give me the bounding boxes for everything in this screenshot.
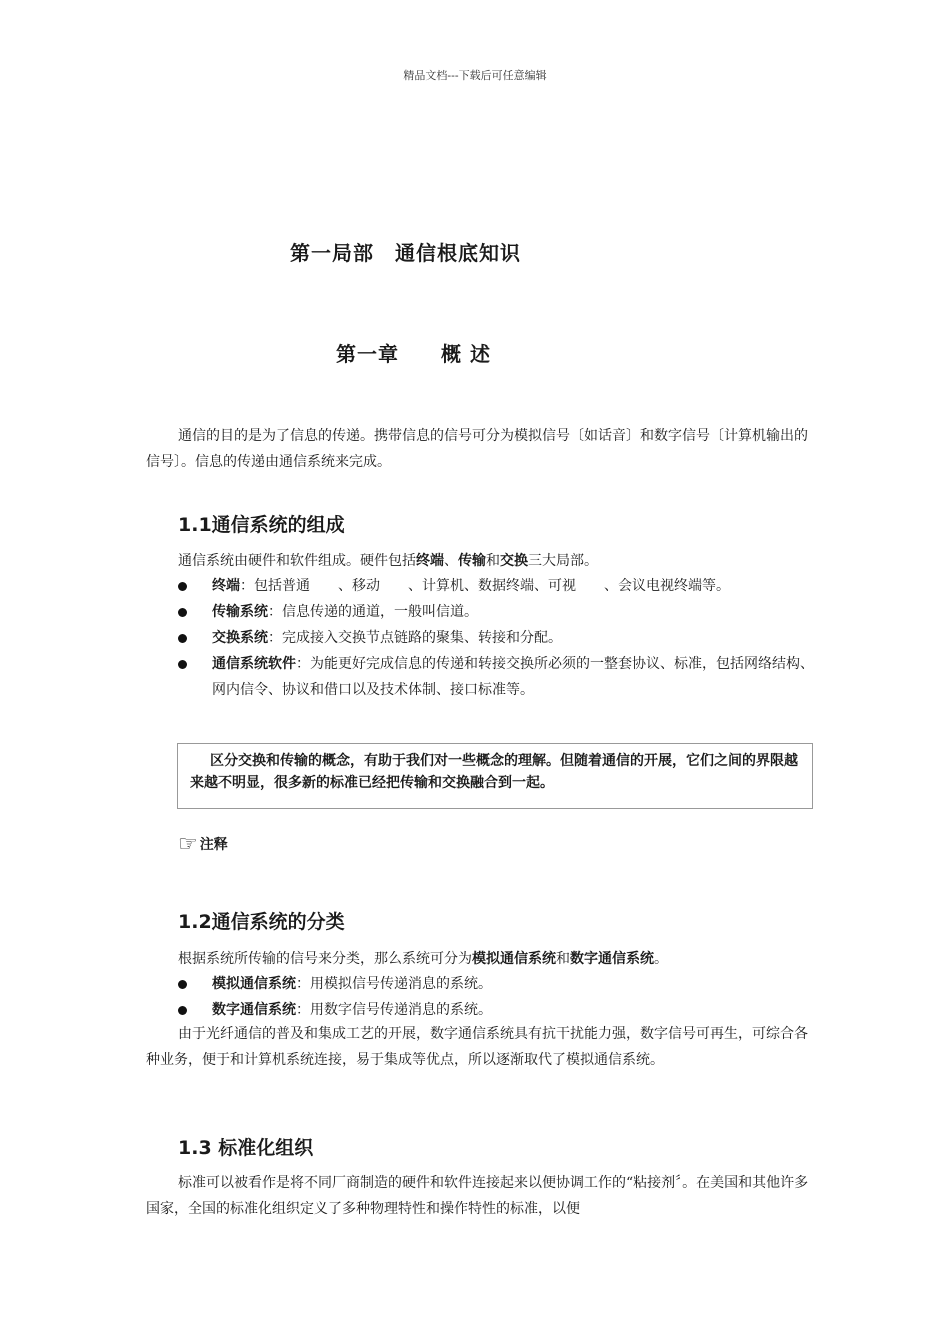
item-separator: ： [268,604,282,620]
item-separator: ： [296,1002,310,1018]
note-label-text: 注释 [199,837,228,853]
lead-text: 根据系统所传输的信号来分类，那么系统可分为 [178,951,472,967]
section-1-1-lead [178,548,598,574]
bullet-icon [178,634,187,643]
bullet-icon [178,980,187,989]
item-desc: 包括普通 、移动 、计算机、数据终端、可视 、会议电视终端等。 [254,578,730,594]
section-1-1-list [176,573,826,703]
item-desc: 为能更好完成信息的传递和转接交换所必须的一整套协议、标准，包括网络结构、网内信令、协议和借口以及技术体制、接口标准等。 [212,656,814,698]
intro-paragraph: 通信的目的是为了信息的传递。携带信息的信号可分为模拟信号〔如话音〕和数字信号〔计算机输出的信号〕。信息的传递由通信系统来完成。 [146,428,808,470]
lead-term-switching: 交换 [500,553,528,569]
lead-conjunction: 和 [556,951,570,967]
lead-conjunction: 和 [486,553,500,569]
list-item [176,997,826,1023]
note-box: 区分交换和传输的概念，有助于我们对一些概念的理解。但随着通信的开展，它们之间的界限越来越不明显，很多新的标准已经把传输和交换融合到一起。 [177,743,813,809]
item-term: 传输系统 [212,604,268,620]
section-title-1-1: 1.1通信系统的组成 [178,514,345,536]
lead-separator: 、 [444,553,458,569]
chapter-title: 第一章 概 述 [336,342,491,366]
item-term: 交换系统 [212,630,268,646]
item-separator: ： [296,656,310,672]
bullet-icon [178,582,187,591]
item-desc: 完成接入交换节点链路的聚集、转接和分配。 [282,630,562,646]
bullet-icon [178,1006,187,1015]
item-separator: ： [240,578,254,594]
bullet-icon [178,660,187,669]
item-desc: 用模拟信号传递消息的系统。 [310,976,492,992]
bullet-icon [178,608,187,617]
lead-text: 通信系统由硬件和软件组成。硬件包括 [178,553,416,569]
item-separator: ： [296,976,310,992]
section-1-3-body: 标准可以被看作是将不同厂商制造的硬件和软件连接起来以便协调工作的“粘接剂〞。在美国和其他许多国家，全国的标准化组织定义了多种物理特性和操作特性的标准，以便 [146,1175,809,1217]
list-item [176,971,826,997]
item-term: 终端 [212,578,240,594]
item-desc: 信息传递的通道，一般叫信道。 [282,604,478,620]
section-title-1-3: 1.3 标准化组织 [178,1137,314,1159]
item-term: 数字通信系统 [212,1002,296,1018]
lead-term-terminal: 终端 [416,553,444,569]
lead-text-end: 三大局部。 [528,553,598,569]
section-1-2-list [176,971,826,1023]
note-label [178,832,228,857]
list-item [176,573,826,599]
section-1-2-lead [178,946,668,972]
lead-term-digital: 数字通信系统 [570,951,654,967]
list-item [176,625,826,651]
part-title: 第一局部 通信根底知识 [290,241,521,265]
lead-term-transmission: 传输 [458,553,486,569]
item-separator: ： [268,630,282,646]
page-header-note: 精品文档---下载后可任意编辑 [403,69,547,82]
section-1-2-body: 由于光纤通信的普及和集成工艺的开展，数字通信系统具有抗干扰能力强，数字信号可再生，可综合各种业务，便于和计算机系统连接，易于集成等优点，所以逐渐取代了模拟通信系统。 [146,1026,808,1068]
pointing-hand-icon: ☞ [178,832,198,857]
lead-text-end: 。 [654,951,668,967]
lead-term-analog: 模拟通信系统 [472,951,556,967]
item-desc: 用数字信号传递消息的系统。 [310,1002,492,1018]
section-title-1-2: 1.2通信系统的分类 [178,911,345,933]
list-item [176,651,826,703]
item-term: 通信系统软件 [212,656,296,672]
item-term: 模拟通信系统 [212,976,296,992]
list-item [176,599,826,625]
